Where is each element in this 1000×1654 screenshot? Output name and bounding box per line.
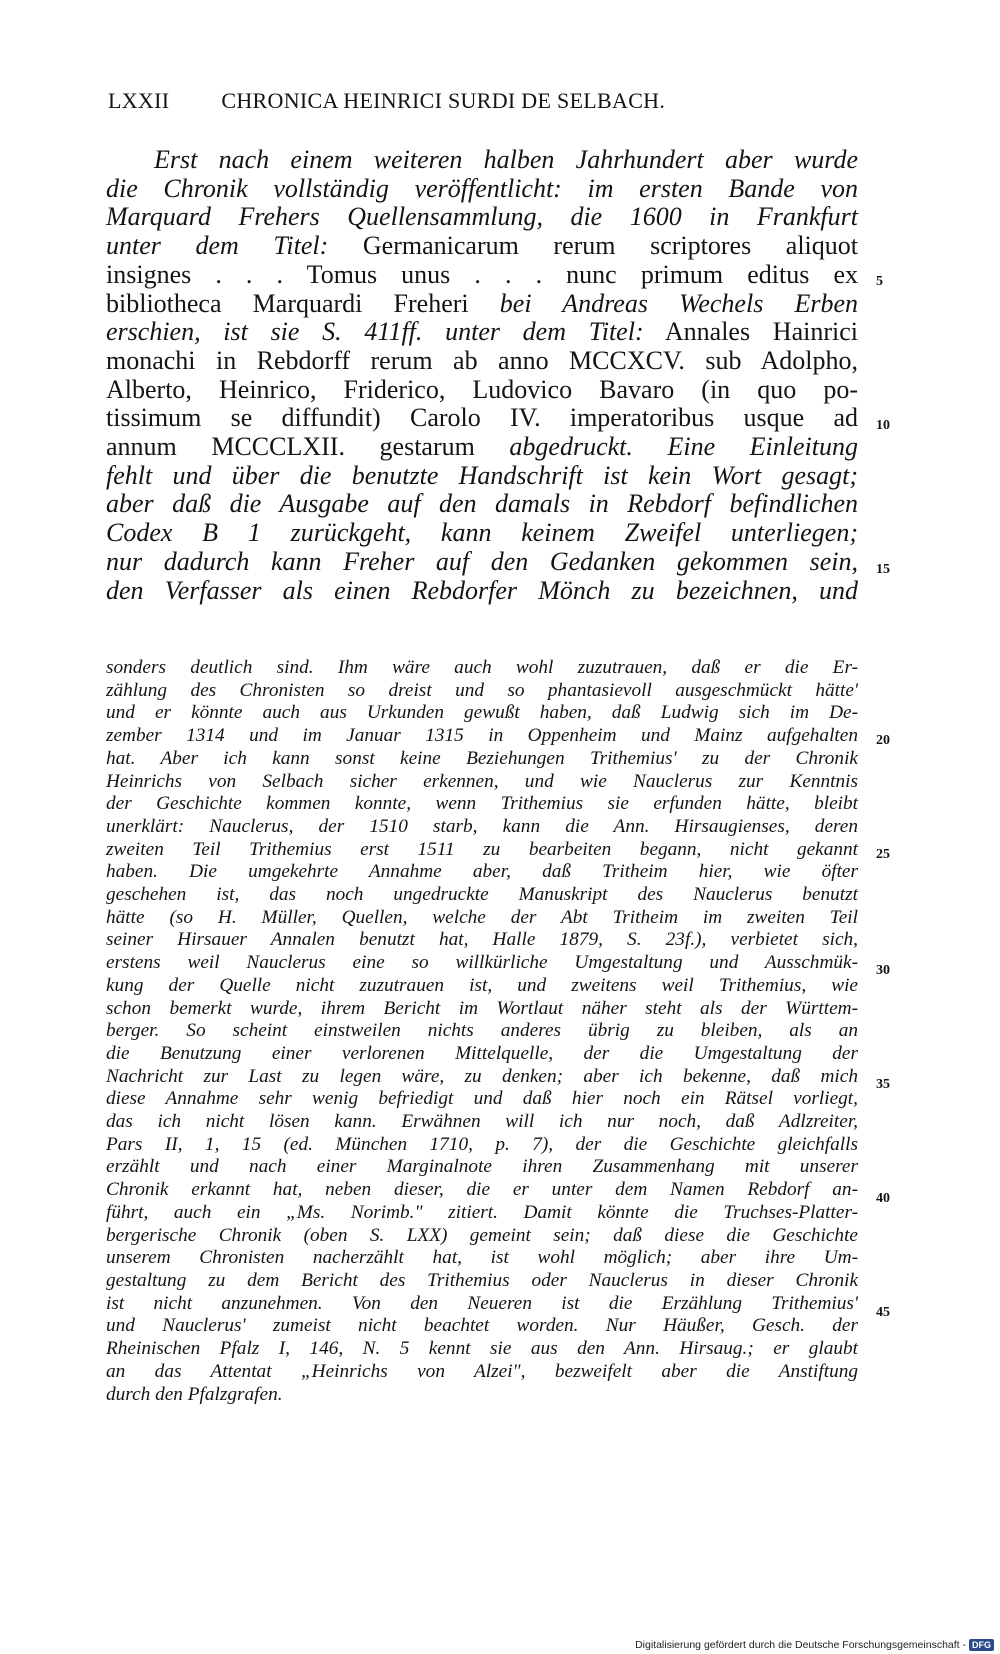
text-line: Alberto, Heinrico, Friderico, Ludovico Bavaro (in quo po- bbox=[106, 374, 858, 404]
footnote-line: seiner Hirsauer Annalen benutzt hat, Halle 1879, S. 23f.), verbietet sich, bbox=[106, 929, 858, 951]
footnote-line: hätte (so H. Müller, Quellen, welche der Abt Tritheim im zweiten Teil bbox=[106, 906, 858, 928]
text-line: tissimum se diffundit) Carolo IV. imperatoribus usque ad bbox=[106, 403, 858, 433]
line-number: 10 bbox=[876, 418, 890, 433]
running-title: CHRONICA HEINRICI SURDI DE SELBACH. bbox=[221, 88, 666, 113]
line-number: 45 bbox=[876, 1305, 890, 1320]
line-number: 35 bbox=[876, 1077, 890, 1092]
text-fragment: unter dem Titel: bbox=[106, 231, 329, 261]
text-line: Erst nach einem weiteren halben Jahrhundert aber wurde bbox=[154, 145, 858, 174]
text-line: insignes . . . Tomus unus . . . nunc primum editus ex bbox=[106, 259, 858, 289]
text-fragment: bei Andreas Wechels Erben bbox=[499, 288, 859, 318]
footnote-line: die Benutzung einer verlorenen Mittelquelle, der die Umgestaltung der bbox=[106, 1042, 858, 1064]
footnote-line: erzählt und nach einer Marginalnote ihren Zusammenhang mit unserer bbox=[106, 1156, 858, 1178]
line-number: 25 bbox=[876, 847, 890, 862]
text-line bbox=[106, 290, 858, 319]
text-line bbox=[106, 232, 858, 261]
main-text bbox=[106, 146, 858, 605]
line-number: 5 bbox=[876, 274, 883, 289]
text-line bbox=[106, 433, 858, 462]
footnote-line: und Nauclerus' zumeist nicht beachtet worden. Nur Häußer, Gesch. der bbox=[106, 1315, 858, 1337]
text-fragment: bibliotheca Marquardi Freheri bbox=[106, 288, 469, 318]
footnote-line: das ich nicht lösen kann. Erwähnen will ich nur noch, daß Adlzreiter, bbox=[106, 1111, 858, 1133]
footnote-line: zember 1314 und im Januar 1315 in Oppenheim und Mainz aufgehalten bbox=[106, 725, 858, 747]
footnote-line: zählung des Chronisten so dreist und so phantasievoll ausgeschmückt hätte' bbox=[106, 679, 858, 701]
text-line: Marquard Frehers Quellensammlung, die 1600 in Frankfurt bbox=[106, 202, 858, 232]
footnote-line: geschehen ist, das noch ungedruckte Manuskript des Nauclerus benutzt bbox=[106, 884, 858, 906]
text-fragment: Annales Hainrici bbox=[664, 317, 858, 347]
footnote-line: Rheinischen Pfalz I, 146, N. 5 kennt sie aus den Ann. Hirsaug.; er glaubt bbox=[106, 1338, 858, 1360]
footnote-line: unserem Chronisten nacherzählt hat, ist wohl möglich; aber ihre Um- bbox=[106, 1247, 858, 1269]
footnote-line: der Geschichte kommen konnte, wenn Trithemius sie erfunden hätte, bleibt bbox=[106, 793, 858, 815]
line-number: 20 bbox=[876, 733, 890, 748]
text-line: aber daß die Ausgabe auf den damals in Rebdorf befindlichen bbox=[106, 489, 858, 519]
line-number: 15 bbox=[876, 562, 890, 577]
digitization-credit bbox=[635, 1639, 994, 1651]
text-fragment: annum MCCCLXII. gestarum bbox=[106, 432, 475, 462]
text-line: monachi in Rebdorff rerum ab anno MCCXCV. sub Adolpho, bbox=[106, 345, 858, 375]
text-line: die Chronik vollständig veröffentlicht: im ersten Bande von bbox=[106, 173, 858, 203]
footnote-line: Heinrichs von Selbach sicher erkennen, und wie Nauclerus zur Kenntnis bbox=[106, 770, 858, 792]
footnote-line: sonders deutlich sind. Ihm wäre auch wohl zuzutrauen, daß er die Er- bbox=[106, 657, 858, 678]
text-fragment: Germanicarum rerum scriptores aliquot bbox=[362, 231, 859, 261]
credit-text: Digitalisierung gefördert durch die Deutsche Forschungsgemeinschaft - bbox=[635, 1639, 966, 1651]
footnote-line: haben. Die umgekehrte Annahme aber, daß Tritheim hier, wie öfter bbox=[106, 861, 858, 883]
footnote-line: bergerische Chronik (oben S. LXX) gemeint sein; daß diese die Geschichte bbox=[106, 1224, 858, 1246]
text-line bbox=[106, 318, 858, 347]
text-line: nur dadurch kann Freher auf den Gedanken gekommen sein, bbox=[106, 546, 858, 576]
footnote-line: Chronik erkannt hat, neben dieser, die er unter dem Namen Rebdorf an- bbox=[106, 1179, 858, 1201]
running-header bbox=[108, 88, 868, 114]
text-fragment: erschien, ist sie S. 411ff. unter dem Titel: bbox=[106, 317, 644, 347]
text-line: den Verfasser als einen Rebdorfer Mönch zu bezeichnen, und bbox=[106, 575, 858, 605]
footnote-line: gestaltung zu dem Bericht des Trithemius oder Nauclerus in dieser Chronik bbox=[106, 1269, 858, 1291]
line-number: 40 bbox=[876, 1191, 890, 1206]
footnote-line: Nachricht zur Last zu legen wäre, zu denken; aber ich bekenne, daß mich bbox=[106, 1065, 858, 1087]
footnote-line: unerklärt: Nauclerus, der 1510 starb, kann die Ann. Hirsaugienses, deren bbox=[106, 815, 858, 837]
footnote-line: zweiten Teil Trithemius erst 1511 zu bearbeiten begann, nicht gekannt bbox=[106, 838, 858, 860]
dfg-logo: DFG bbox=[969, 1639, 994, 1651]
line-number: 30 bbox=[876, 963, 890, 978]
footnote-line: und er könnte auch aus Urkunden gewußt haben, daß Ludwig sich im De- bbox=[106, 702, 858, 724]
footnote-text bbox=[106, 657, 858, 1406]
footnote-line: diese Annahme sehr wenig befriedigt und daß hier noch ein Rätsel vorliegt, bbox=[106, 1088, 858, 1110]
footnote-line: kung der Quelle nicht zuzutrauen ist, und zweitens weil Trithemius, wie bbox=[106, 974, 858, 996]
footnote-line: schon bemerkt wurde, ihrem Bericht im Wortlaut näher steht als der Württem- bbox=[106, 997, 858, 1019]
text-line: fehlt und über die benutzte Handschrift ist kein Wort gesagt; bbox=[106, 460, 858, 490]
text-line: Codex B 1 zurückgeht, kann keinem Zweifel unterliegen; bbox=[106, 518, 858, 548]
footnote-line: führt, auch ein „Ms. Norimb." zitiert. Damit könnte die Truchses-Platter- bbox=[106, 1201, 858, 1223]
footnote-line: berger. So scheint einstweilen nichts anderes übrig zu bleiben, als an bbox=[106, 1020, 858, 1042]
text-fragment: abgedruckt. Eine Einleitung bbox=[509, 432, 858, 462]
footnote-line: durch den Pfalzgrafen. bbox=[106, 1383, 283, 1405]
footnote-line: Pars II, 1, 15 (ed. München 1710, p. 7), der die Geschichte gleichfalls bbox=[106, 1133, 858, 1155]
page-number: LXXII bbox=[108, 88, 170, 113]
footnote-line: an das Attentat „Heinrichs von Alzei", bezweifelt aber die Anstiftung bbox=[106, 1360, 858, 1382]
footnote-line: hat. Aber ich kann sonst keine Beziehungen Trithemius' zu der Chronik bbox=[106, 747, 858, 769]
footnote-line: erstens weil Nauclerus eine so willkürliche Umgestaltung und Ausschmük- bbox=[106, 952, 858, 974]
footnote-line: ist nicht anzunehmen. Von den Neueren ist die Erzählung Trithemius' bbox=[106, 1292, 858, 1314]
